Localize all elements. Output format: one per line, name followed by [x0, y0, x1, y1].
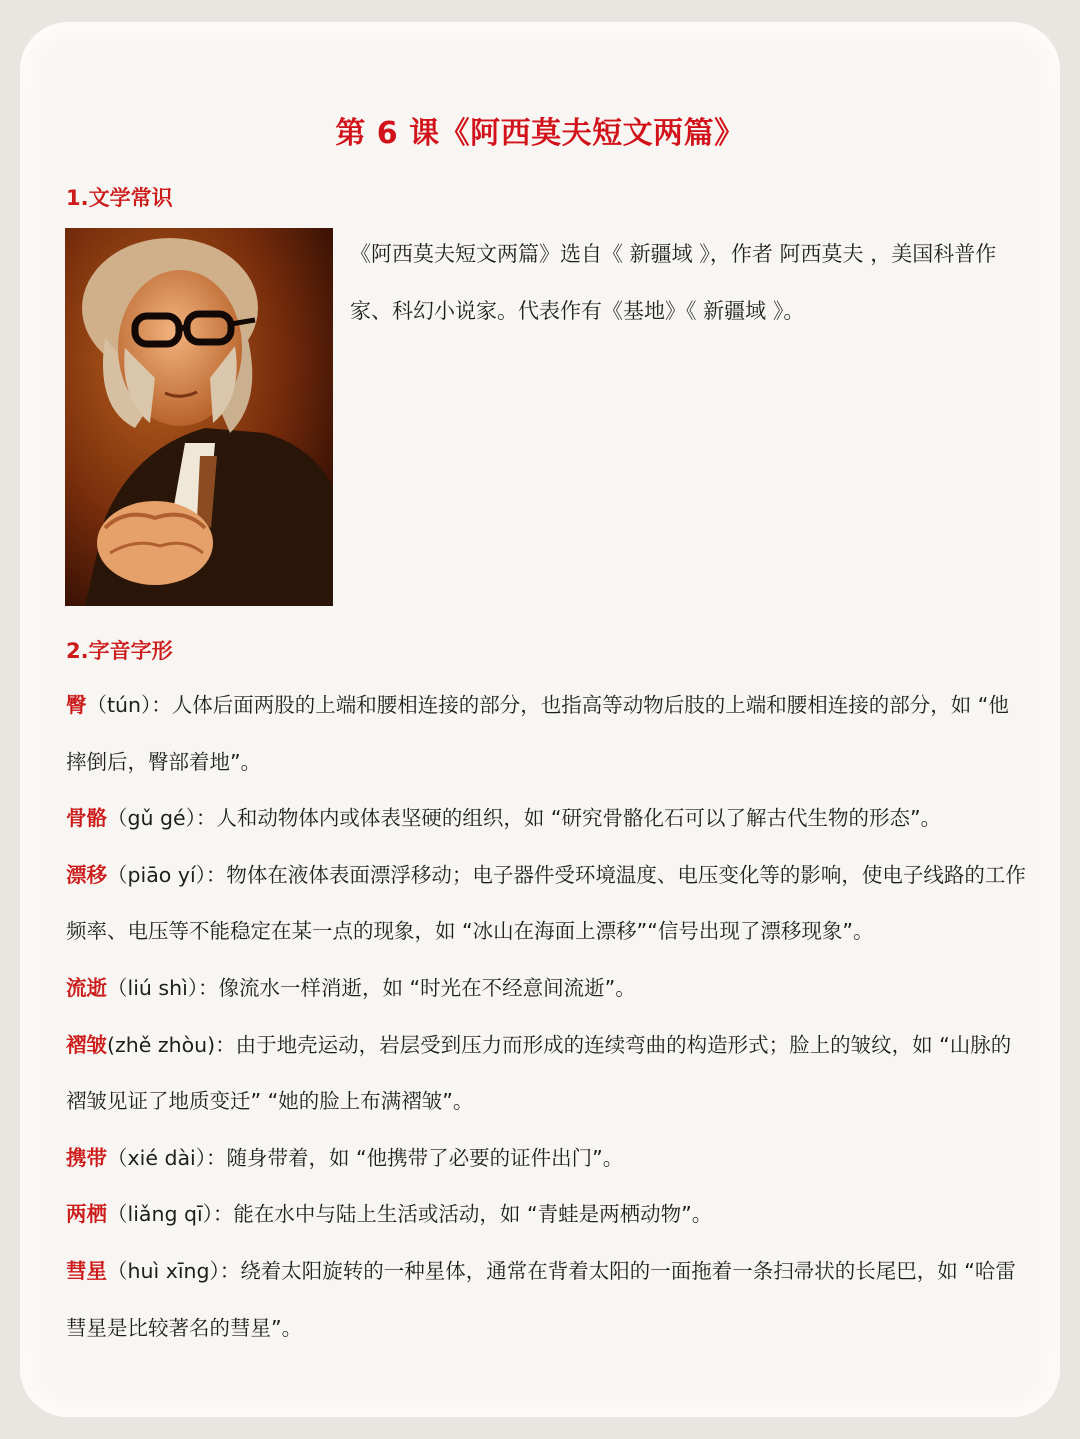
list-item — [66, 790, 1026, 847]
vocab-definition: （piāo yí）：物体在液体表面漂浮移动；电子器件受环境温度、电压变化等的影响，使电子线路的工作频率、电压等不能稳定在某一点的现象，如 “冰山在海面上漂移”“信号出现了漂移现象”。 — [66, 862, 1026, 944]
vocab-definition: （tún）：人体后面两股的上端和腰相连接的部分，也指高等动物后肢的上端和腰相连接的部分，如 “他摔倒后，臀部着地”。 — [66, 693, 1009, 774]
section-heading-pronunciation: 2.字音字形 — [66, 639, 173, 663]
vocab-definition: （huì xīng）：绕着太阳旋转的一种星体，通常在背着太阳的一面拖着一条扫帚状的长尾巴，如 “哈雷彗星是比较著名的彗星”。 — [66, 1258, 1016, 1340]
vocabulary-list — [66, 677, 1026, 1356]
section-heading-literature: 1.文学常识 — [66, 186, 173, 210]
vocab-definition: （xié dài）：随身带着，如 “他携带了必要的证件出门”。 — [107, 1145, 624, 1170]
page-title: 第 6 课《阿西莫夫短文两篇》 — [335, 116, 745, 151]
vocab-definition: （liú shì）：像流水一样消逝，如 “时光在不经意间流逝”。 — [107, 975, 636, 1000]
author-photo — [65, 228, 333, 606]
author-intro-text: 《阿西莫夫短文两篇》选自《 新疆域 》，作者 阿西莫夫 ，美国科普作家、科幻小说家。代表作有《基地》《 新疆域 》。 — [350, 242, 997, 323]
vocab-term: 漂移 — [66, 862, 107, 887]
vocab-term: 褶皱 — [66, 1032, 107, 1057]
list-item — [66, 960, 1026, 1017]
vocab-definition: (zhě zhòu)：由于地壳运动，岩层受到压力而形成的连续弯曲的构造形式；脸上的皱纹，如 “山脉的褶皱见证了地质变迁” “她的脸上布满褶皱”。 — [66, 1032, 1012, 1114]
vocab-definition: （gǔ gé）：人和动物体内或体表坚硬的组织，如 “研究骨骼化石可以了解古代生物的形态”。 — [107, 806, 942, 831]
list-item — [66, 1243, 1026, 1356]
vocab-term: 臀 — [66, 693, 87, 717]
list-item — [66, 847, 1026, 960]
vocab-term: 彗星 — [66, 1258, 107, 1283]
list-item — [66, 677, 1026, 790]
list-item — [66, 1186, 1026, 1243]
vocab-term: 两栖 — [66, 1202, 107, 1227]
list-item — [66, 1017, 1026, 1130]
portrait-icon — [65, 228, 333, 606]
vocab-term: 携带 — [66, 1145, 107, 1170]
list-item — [66, 1130, 1026, 1187]
vocab-term: 骨骼 — [66, 806, 107, 831]
vocab-term: 流逝 — [66, 975, 107, 1000]
vocab-definition: （liǎng qī）：能在水中与陆上生活或活动，如 “青蛙是两栖动物”。 — [107, 1202, 713, 1227]
